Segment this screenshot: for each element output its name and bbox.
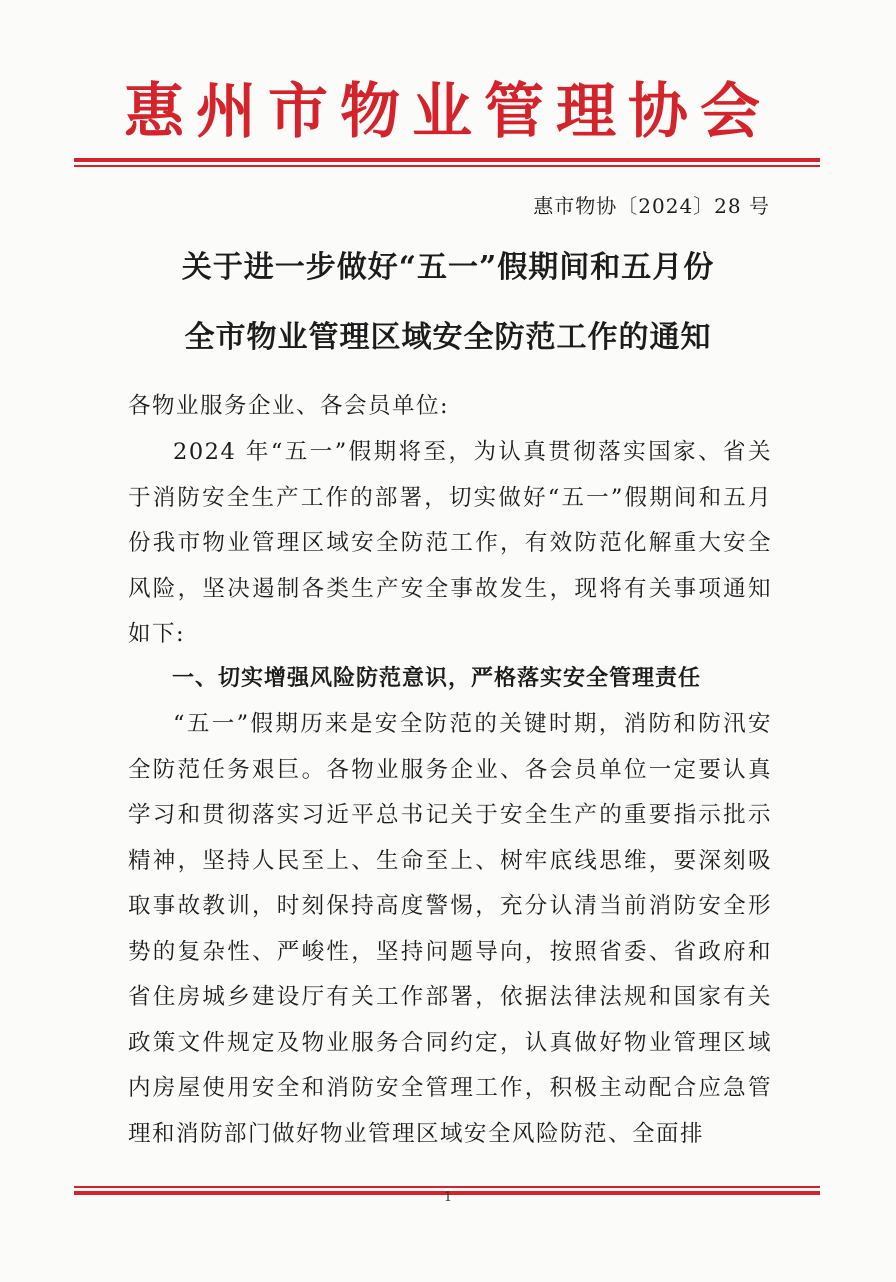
document-title-line-2: 全市物业管理区域安全防范工作的通知: [184, 320, 712, 355]
paragraph-intro: 2024 年“五一”假期将至，为认真贯彻落实国家、省关于消防安全生产工作的部署，切实做好“五一”假期间和五月份我市物业管理区域安全防范工作，有效防范化解重大安全风险，坚决遏制各类生产安全事故发生，现将有关事项通知如下:: [128, 439, 772, 647]
document-number: 惠市物协〔2024〕28 号: [533, 194, 770, 218]
organization-header: 惠州市物业管理协会: [124, 77, 772, 147]
page-number: 1: [443, 1190, 453, 1205]
section-heading-1: 一、切实增强风险防范意识，严格落实安全管理责任: [172, 666, 702, 691]
document-title-line-1: 关于进一步做好“五一”假期间和五月份: [181, 250, 715, 285]
paragraph-section-1: “五一”假期历来是安全防范的关键时期，消防和防汛安全防范任务艰巨。各物业服务企业、各会员单位一定要认真学习和贯彻落实习近平总书记关于安全生产的重要指示批示精神，坚持人民至上、生命至上、树牢底线思维，要深刻吸取事故教训，时刻保持高度警惕，充分认清当前消防安全形势的复杂性、严峻性，坚持问题导向，按照省委、省政府和省住房城乡建设厅有关工作部署，依据法律法规和国家有关政策文件规定及物业服务合同约定，认真做好物业管理区域内房屋使用安全和消防安全管理工作，积极主动配合应急管理和消防部门做好物业管理区域安全风险防范、全面排: [128, 711, 772, 1147]
header-divider: [74, 158, 820, 167]
salutation: 各物业服务企业、各会员单位:: [128, 393, 450, 419]
